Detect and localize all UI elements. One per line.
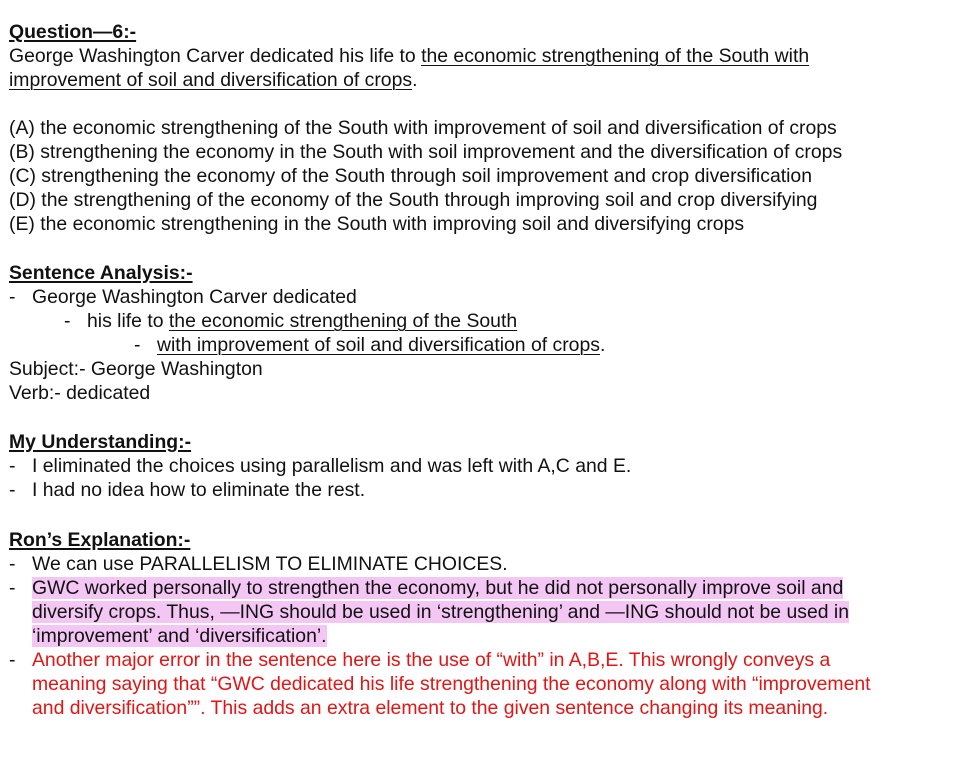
choice-e: (E) the economic strengthening in the South with improving soil and diversifying crops xyxy=(9,213,745,235)
choice-c: (C) strengthening the economy of the South through soil improvement and crop diversification xyxy=(9,165,812,187)
question-sentence-prefix: George Washington Carver dedicated his life to xyxy=(9,45,422,67)
question-underlined-part-1: the economic strengthening of the South with xyxy=(421,45,810,67)
analysis-subject: Subject:- George Washington xyxy=(9,358,263,380)
bullet-dash: - xyxy=(9,455,16,477)
explanation-item-2-line-3 xyxy=(32,624,327,648)
analysis-line-3-underlined: with improvement of soil and diversification of crops xyxy=(157,334,600,356)
explanation-item-3-line-3: and diversification””. This adds an extra element to the given sentence changing its meaning. xyxy=(32,697,829,719)
question-sentence-line-1 xyxy=(9,44,809,68)
question-underlined-part-2: improvement of soil and diversification of crops xyxy=(9,69,413,91)
choice-b: (B) strengthening the economy in the South with soil improvement and the diversification of crops xyxy=(9,141,843,163)
choice-a: (A) the economic strengthening of the South with improvement of soil and diversification of crops xyxy=(9,117,837,139)
highlighted-text: ‘improvement’ and ‘diversification’. xyxy=(32,625,327,647)
understanding-item-2-text: I had no idea how to eliminate the rest. xyxy=(32,479,366,501)
analysis-line-3 xyxy=(134,333,605,357)
highlighted-text: GWC worked personally to strengthen the economy, but he did not personally improve soil and xyxy=(32,577,844,599)
bullet-dash: - xyxy=(9,286,16,308)
bullet-dash: - xyxy=(9,553,16,575)
understanding-item-2 xyxy=(9,478,365,502)
bullet-dash: - xyxy=(9,479,16,501)
analysis-line-2 xyxy=(64,309,517,333)
analysis-line-3-suffix: . xyxy=(599,334,606,356)
bullet-dash: - xyxy=(134,334,141,356)
question-sentence-suffix: . xyxy=(412,69,418,91)
question-sentence-line-2 xyxy=(9,68,417,92)
explanation-item-1-text: We can use PARALLELISM TO ELIMINATE CHOICES. xyxy=(32,553,508,575)
understanding-item-1-text: I eliminated the choices using parallelism and was left with A,C and E. xyxy=(32,455,632,477)
explanation-item-3-line-2: meaning saying that “GWC dedicated his life strengthening the economy along with “improvement xyxy=(32,673,871,695)
understanding-heading: My Understanding:- xyxy=(9,431,192,453)
analysis-verb: Verb:- dedicated xyxy=(9,382,151,404)
explanation-item-2-line-2 xyxy=(32,600,849,624)
explanation-item-1 xyxy=(9,552,508,576)
bullet-dash: - xyxy=(9,649,16,671)
explanation-item-3-line-1 xyxy=(9,648,830,672)
bullet-dash: - xyxy=(9,577,16,599)
analysis-line-1 xyxy=(9,285,357,309)
bullet-dash: - xyxy=(64,310,71,332)
analysis-heading: Sentence Analysis:- xyxy=(9,262,193,284)
red-text: Another major error in the sentence here is the use of “with” in A,B,E. This wrongly conveys a xyxy=(32,649,831,671)
explanation-item-2-line-1 xyxy=(9,576,843,600)
analysis-line-2-underlined: the economic strengthening of the South xyxy=(168,310,518,332)
highlighted-text: diversify crops. Thus, —ING should be used in ‘strengthening’ and —ING should not be used in xyxy=(32,601,850,623)
analysis-line-2-prefix: his life to xyxy=(87,310,169,332)
question-heading: Question—6:- xyxy=(9,21,137,43)
choice-d: (D) the strengthening of the economy of the South through improving soil and crop diversifying xyxy=(9,189,818,211)
understanding-item-1 xyxy=(9,454,631,478)
explanation-heading: Ron’s Explanation:- xyxy=(9,529,191,551)
analysis-line-1-text: George Washington Carver dedicated xyxy=(32,286,357,308)
